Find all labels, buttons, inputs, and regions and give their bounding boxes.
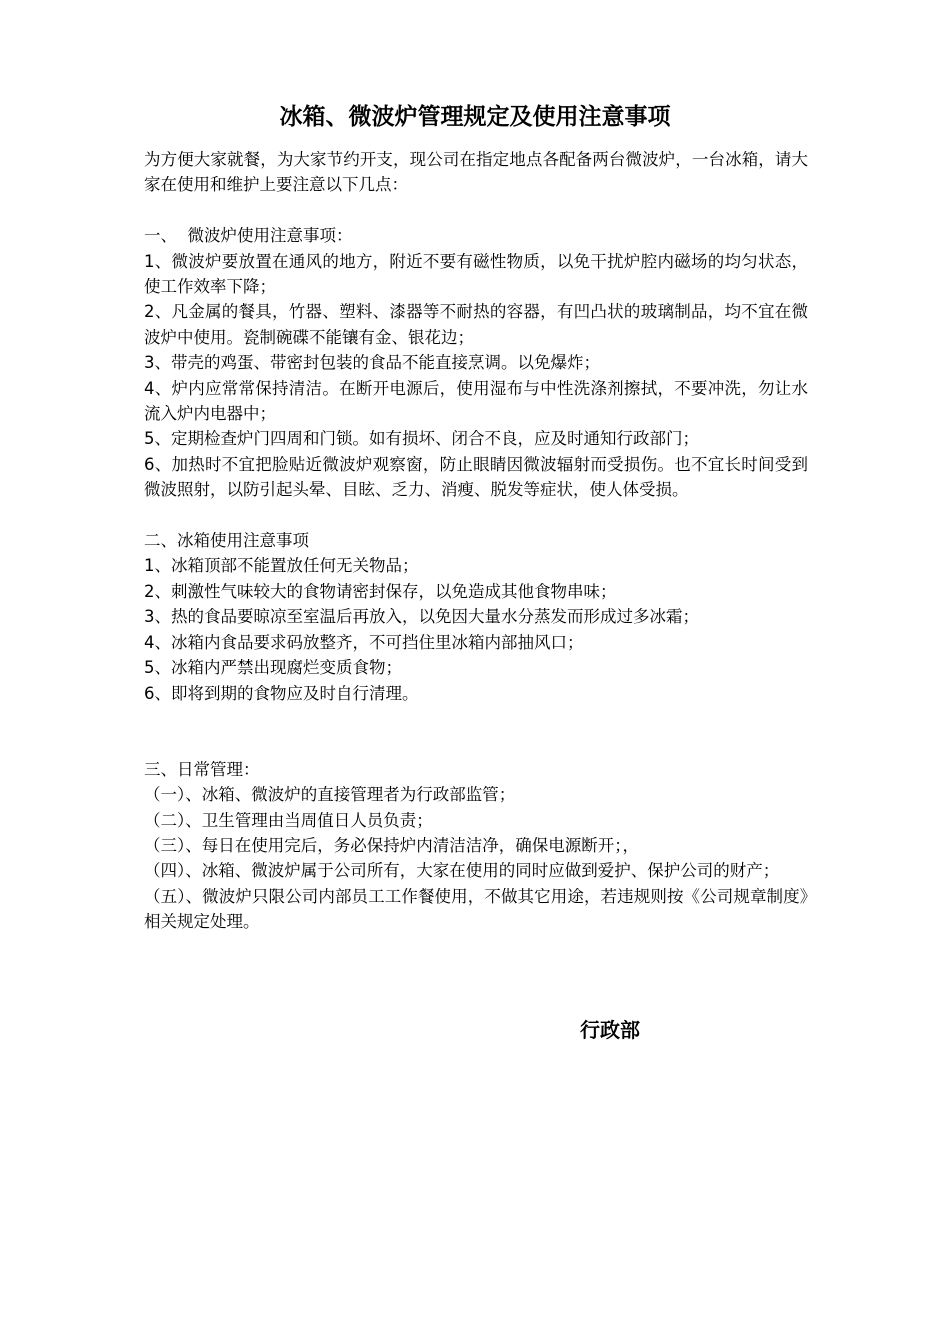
list-item: 5、定期检查炉门四周和门锁。如有损坏、闭合不良，应及时通知行政部门； bbox=[144, 429, 699, 449]
section-heading: 二、冰箱使用注意事项 bbox=[144, 531, 309, 551]
section-heading: 一、 微波炉使用注意事项： bbox=[144, 226, 353, 246]
section-microwave bbox=[144, 223, 808, 502]
document-title: 冰箱、微波炉管理规定及使用注意事项 bbox=[279, 104, 671, 130]
list-item: （二）、卫生管理由当周值日人员负责； bbox=[144, 810, 433, 830]
list-item: 4、炉内应常常保持清洁。在断开电源后，使用湿布与中性洗涤剂擦拭，不要冲洗，勿让水流入炉内电器中； bbox=[144, 378, 808, 424]
list-item: （三）、每日在使用完后，务必保持炉内清洁洁净，确保电源断开；， bbox=[144, 835, 639, 855]
document-body bbox=[144, 147, 808, 935]
intro-paragraph: 为方便大家就餐，为大家节约开支，现公司在指定地点各配备两台微波炉，一台冰箱，请大家在使用和维护上要注意以下几点： bbox=[144, 150, 808, 195]
list-item: （五）、微波炉只限公司内部员工工作餐使用，不做其它用途，若违规则按《公司规章制度》相关规定处理。 bbox=[144, 886, 808, 932]
spacer bbox=[144, 706, 808, 757]
section-fridge bbox=[144, 528, 808, 706]
list-item: 1、冰箱顶部不能置放任何无关物品； bbox=[144, 556, 419, 576]
signature-department: 行政部 bbox=[580, 1018, 640, 1042]
list-item: 6、加热时不宜把脸贴近微波炉观察窗，防止眼睛因微波辐射而受损伤。也不宜长时间受到微波照射，以防引起头晕、目眩、乏力、消瘦、脱发等症状，使人体受损。 bbox=[144, 454, 808, 500]
list-item: 3、带壳的鸡蛋、带密封包装的食品不能直接烹调。以免爆炸； bbox=[144, 353, 600, 373]
list-item: 5、冰箱内严禁出现腐烂变质食物； bbox=[144, 658, 402, 678]
spacer bbox=[144, 198, 808, 223]
list-item: 2、刺激性气味较大的食物请密封保存，以免造成其他食物串味； bbox=[144, 581, 617, 601]
list-item: 2、凡金属的餐具，竹器、塑料、漆器等不耐热的容器，有凹凸状的玻璃制品，均不宜在微波炉中使用。瓷制碗碟不能镶有金、银花边； bbox=[144, 302, 808, 347]
section-heading: 三、日常管理： bbox=[144, 759, 260, 779]
spacer bbox=[144, 503, 808, 528]
list-item: （四）、冰箱、微波炉属于公司所有，大家在使用的同时应做到爱护、保护公司的财产； bbox=[144, 861, 780, 881]
list-item: 6、即将到期的食物应及时自行清理。 bbox=[144, 683, 419, 703]
list-item: （一）、冰箱、微波炉的直接管理者为行政部监管； bbox=[144, 785, 516, 805]
list-item: 4、冰箱内食品要求码放整齐，不可挡住里冰箱内部抽风口； bbox=[144, 632, 584, 652]
list-item: 1、微波炉要放置在通风的地方，附近不要有磁性物质，以免干扰炉腔内磁场的均匀状态，使工作效率下降； bbox=[144, 251, 808, 297]
list-item: 3、热的食品要晾凉至室温后再放入，以免因大量水分蒸发而形成过多冰霜； bbox=[144, 607, 699, 627]
section-daily-management bbox=[144, 757, 808, 935]
